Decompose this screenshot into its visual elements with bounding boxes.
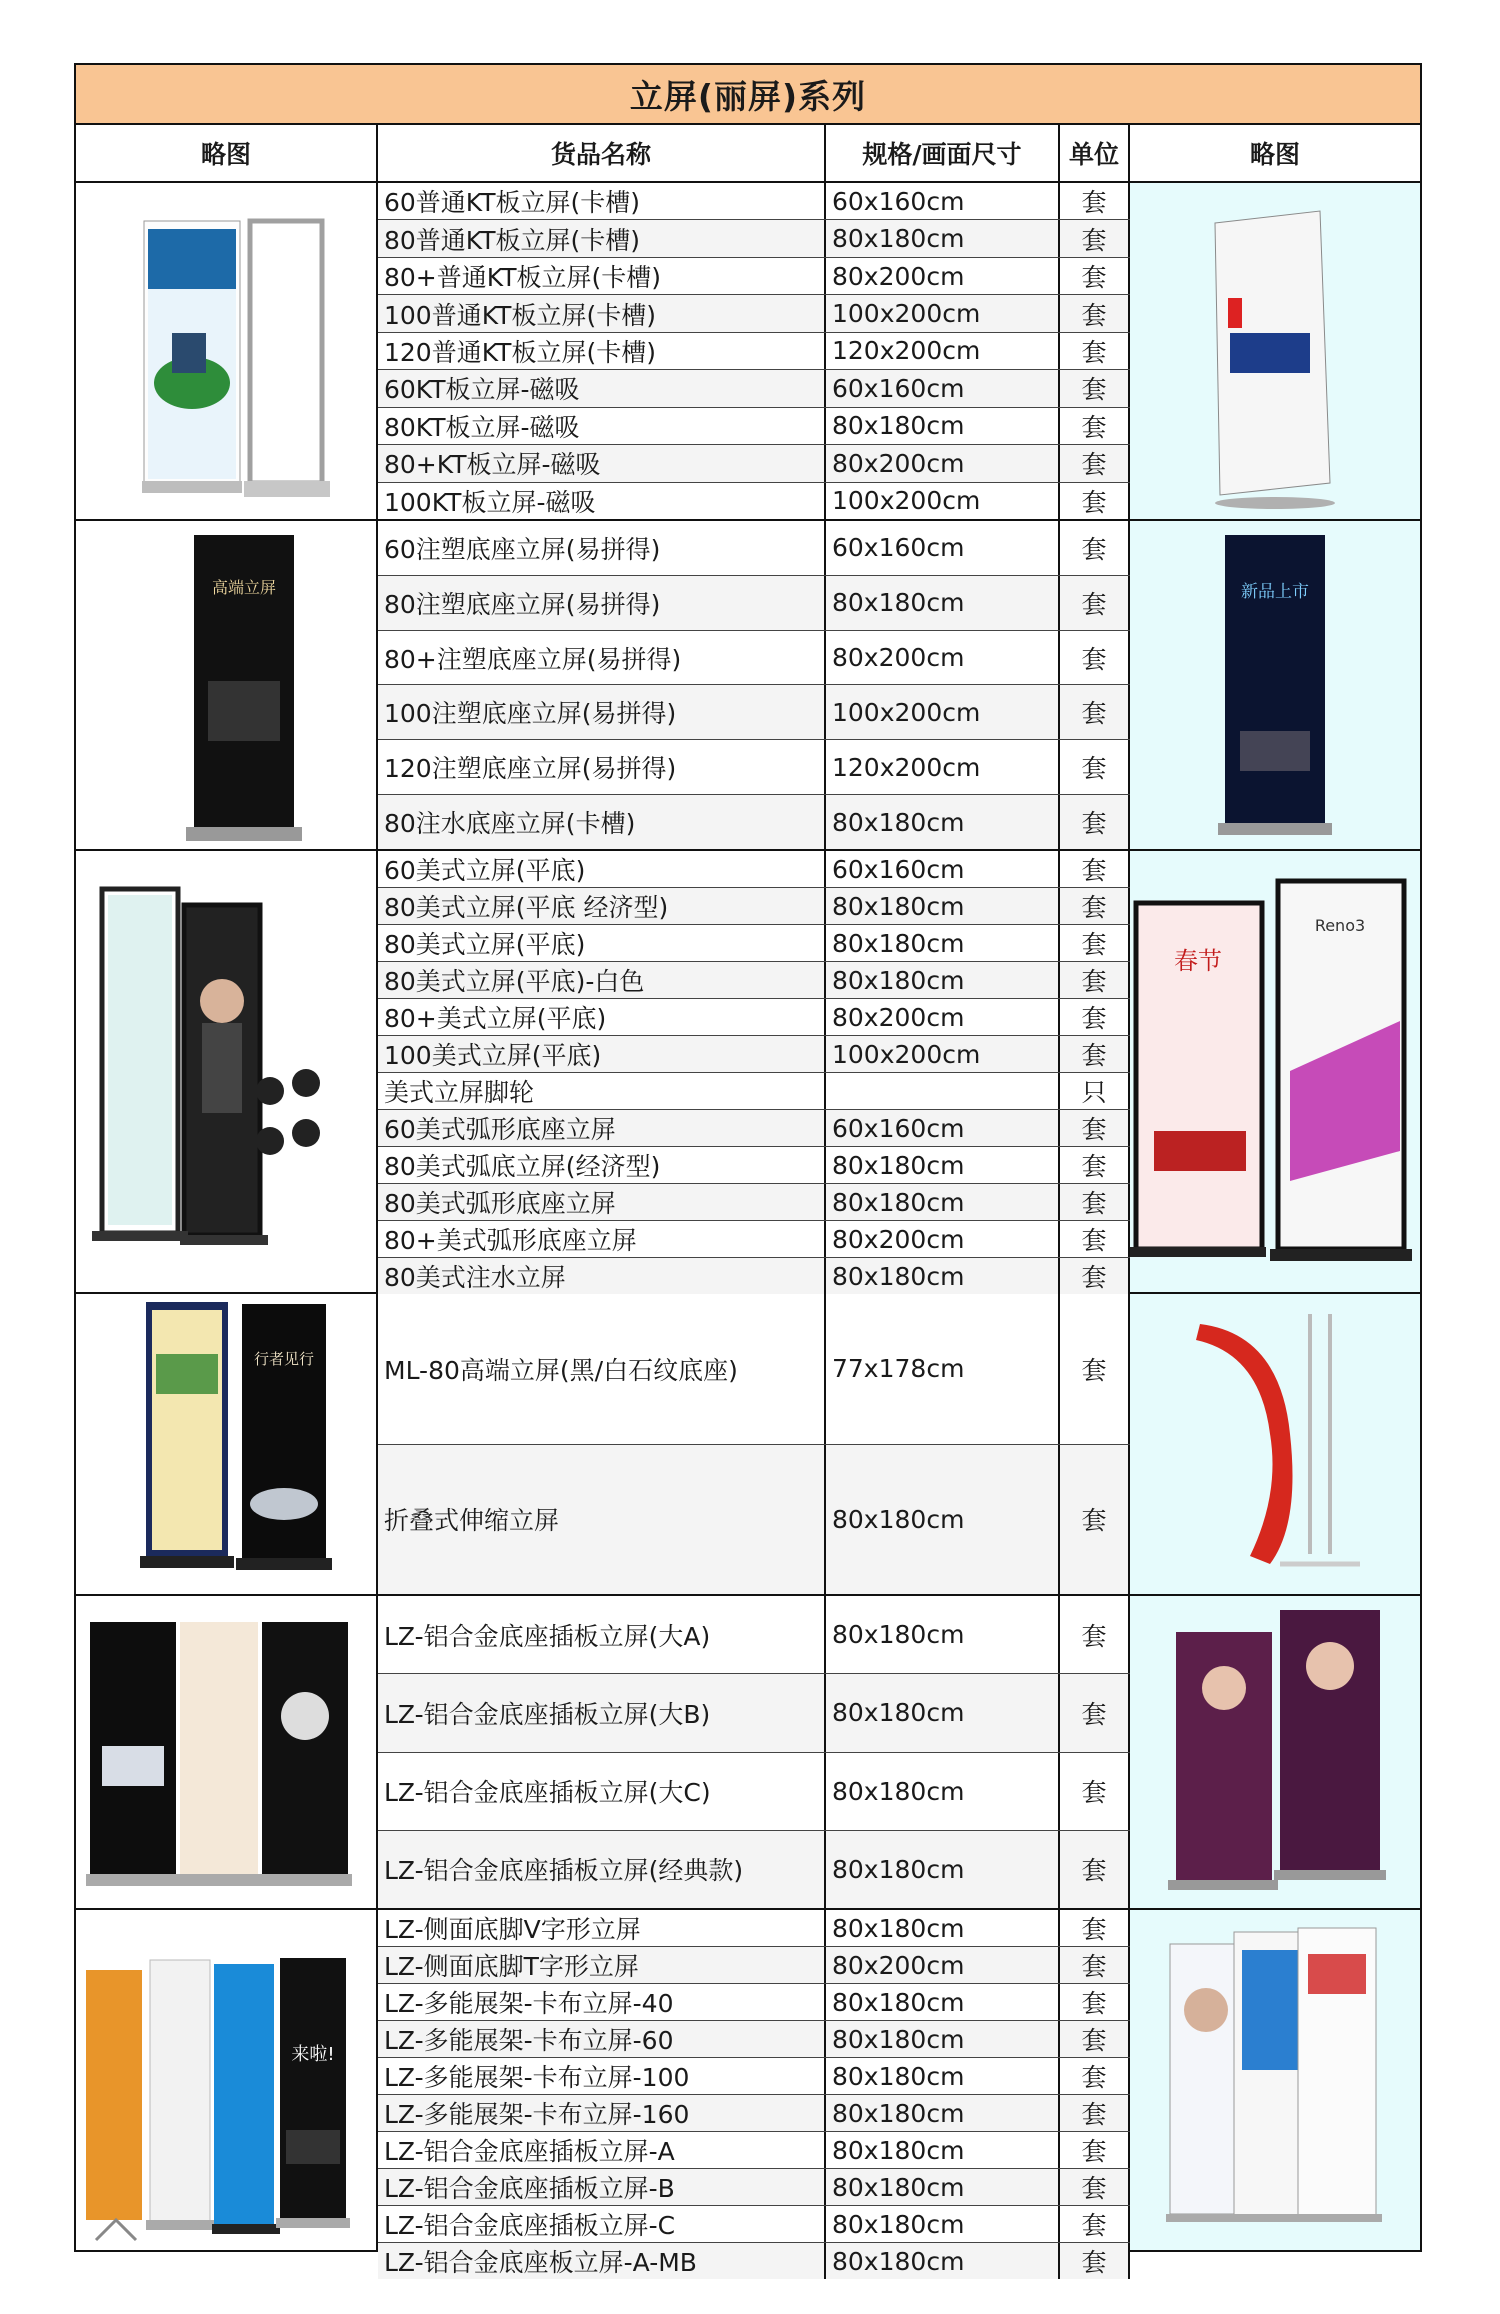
cell-unit: 套 (1060, 1596, 1130, 1673)
table-row (378, 2058, 1130, 2095)
cell-size: 80x180cm (826, 925, 1060, 961)
cell-unit: 套 (1060, 445, 1130, 481)
cell-unit: 套 (1060, 1147, 1130, 1183)
table-row (378, 925, 1130, 962)
cell-name: 60注塑底座立屏(易拼得) (378, 521, 826, 575)
cell-size: 80x180cm (826, 1753, 1060, 1830)
table-row (378, 408, 1130, 445)
cell-size: 60x160cm (826, 521, 1060, 575)
cell-size: 80x180cm (826, 576, 1060, 630)
cell-unit: 套 (1060, 1947, 1130, 1983)
cell-size: 80x200cm (826, 445, 1060, 481)
cell-unit: 套 (1060, 408, 1130, 444)
cell-name: 80+普通KT板立屏(卡槽) (378, 258, 826, 294)
table-row (378, 1947, 1130, 1984)
thumbnail-left (76, 1294, 378, 1594)
cell-unit: 套 (1060, 2058, 1130, 2094)
cell-size: 80x180cm (826, 1445, 1060, 1595)
cell-unit: 套 (1060, 2206, 1130, 2242)
cell-name: 80美式立屏(平底)-白色 (378, 962, 826, 998)
thumbnail-right (1130, 851, 1420, 1292)
cell-name: 60KT板立屏-磁吸 (378, 370, 826, 406)
cell-unit: 套 (1060, 962, 1130, 998)
cell-unit: 套 (1060, 1258, 1130, 1294)
rows-group-2 (378, 521, 1130, 849)
cell-size (826, 1073, 1060, 1109)
cell-unit: 套 (1060, 1110, 1130, 1146)
cell-unit: 套 (1060, 1445, 1130, 1595)
cell-size: 100x200cm (826, 295, 1060, 331)
table-row (378, 2243, 1130, 2279)
cell-name: 80+注塑底座立屏(易拼得) (378, 631, 826, 685)
cell-unit: 套 (1060, 2021, 1130, 2057)
cell-size: 77x178cm (826, 1294, 1060, 1444)
table-row (378, 851, 1130, 888)
product-group-ml-80 (74, 1292, 1422, 1594)
cell-unit: 套 (1060, 1294, 1130, 1444)
table-row (378, 258, 1130, 295)
cell-size: 60x160cm (826, 851, 1060, 887)
cell-unit: 套 (1060, 1221, 1130, 1257)
cell-name: 80+美式立屏(平底) (378, 999, 826, 1035)
header-pic-left: 略图 (76, 125, 378, 181)
cell-unit: 套 (1060, 1184, 1130, 1220)
cell-unit: 套 (1060, 521, 1130, 575)
cell-name: 折叠式伸缩立屏 (378, 1445, 826, 1595)
table-row (378, 1073, 1130, 1110)
header-pic-right: 略图 (1249, 140, 1300, 169)
cell-name: 80+美式弧形底座立屏 (378, 1221, 826, 1257)
poster-headline: 新品上市 (1241, 582, 1309, 602)
cell-unit: 套 (1060, 2132, 1130, 2168)
cell-unit: 套 (1060, 483, 1130, 519)
header-unit: 单位 (1060, 125, 1130, 181)
product-group-american (74, 849, 1422, 1292)
cell-name: LZ-铝合金底座插板立屏-A (378, 2132, 826, 2168)
product-table (74, 63, 1422, 2277)
cell-name: 100普通KT板立屏(卡槽) (378, 295, 826, 331)
table-row (378, 1753, 1130, 1831)
table-row (378, 1674, 1130, 1752)
cell-size: 60x160cm (826, 1110, 1060, 1146)
thumbnail-left (76, 521, 378, 849)
table-row (378, 1445, 1130, 1595)
cell-name: LZ-铝合金底座插板立屏(经典款) (378, 1831, 826, 1908)
rows-group-6 (378, 1910, 1130, 2277)
table-row (378, 2132, 1130, 2169)
table-row (378, 1036, 1130, 1073)
rows-group-4 (378, 1294, 1130, 1594)
thumbnail-left (76, 1596, 378, 1908)
cell-name: 120注塑底座立屏(易拼得) (378, 740, 826, 794)
cell-size: 100x200cm (826, 685, 1060, 739)
table-row (378, 740, 1130, 795)
cell-unit: 套 (1060, 1831, 1130, 1908)
cell-size: 80x200cm (826, 1947, 1060, 1983)
cell-size: 80x180cm (826, 2095, 1060, 2131)
cell-unit: 套 (1060, 220, 1130, 256)
cell-unit: 套 (1060, 576, 1130, 630)
cell-size: 60x160cm (826, 183, 1060, 219)
cell-name: LZ-铝合金底座插板立屏(大C) (378, 1753, 826, 1830)
table-row (378, 2169, 1130, 2206)
cell-unit: 套 (1060, 999, 1130, 1035)
cell-name: 80注水底座立屏(卡槽) (378, 795, 826, 849)
cell-size: 80x180cm (826, 2243, 1060, 2279)
cell-size: 100x200cm (826, 483, 1060, 519)
cell-unit: 套 (1060, 1910, 1130, 1946)
table-row (378, 2021, 1130, 2058)
cell-unit: 套 (1060, 740, 1130, 794)
cell-unit: 套 (1060, 685, 1130, 739)
table-row (378, 962, 1130, 999)
cell-name: 60普通KT板立屏(卡槽) (378, 183, 826, 219)
cell-size: 80x200cm (826, 999, 1060, 1035)
cell-size: 80x180cm (826, 1674, 1060, 1751)
cell-name: 60美式弧形底座立屏 (378, 1110, 826, 1146)
cell-size: 80x200cm (826, 631, 1060, 685)
cell-size: 80x180cm (826, 2206, 1060, 2242)
poster-headline: 春节 (1174, 947, 1222, 975)
product-group-lz-multi (74, 1908, 1422, 2277)
table-row (378, 2206, 1130, 2243)
cell-unit: 套 (1060, 258, 1130, 294)
table-row (378, 1221, 1130, 1258)
poster-headline: 高端立屏 (211, 578, 277, 597)
cell-size: 80x180cm (826, 408, 1060, 444)
cell-size: 100x200cm (826, 1036, 1060, 1072)
cell-name: LZ-铝合金底座插板立屏-B (378, 2169, 826, 2205)
table-row (378, 888, 1130, 925)
thumbnail-left (76, 851, 378, 1292)
table-row (378, 1910, 1130, 1947)
table-row (378, 521, 1130, 576)
cell-size: 80x180cm (826, 1984, 1060, 2020)
cell-size: 80x180cm (826, 1258, 1060, 1294)
table-row (378, 2095, 1130, 2132)
cell-name: LZ-多能展架-卡布立屏-160 (378, 2095, 826, 2131)
cell-size: 80x180cm (826, 1147, 1060, 1183)
table-row (378, 1831, 1130, 1908)
table-row (378, 370, 1130, 407)
cell-name: 80注塑底座立屏(易拼得) (378, 576, 826, 630)
cell-size: 80x180cm (826, 2132, 1060, 2168)
cell-name: LZ-铝合金底座插板立屏-C (378, 2206, 826, 2242)
product-group-lz-aluminum (74, 1594, 1422, 1908)
cell-unit: 套 (1060, 925, 1130, 961)
cell-unit: 套 (1060, 295, 1130, 331)
table-row (378, 1110, 1130, 1147)
rows-group-3 (378, 851, 1130, 1292)
table-row (378, 795, 1130, 849)
cell-unit: 套 (1060, 851, 1130, 887)
cell-size: 80x180cm (826, 1596, 1060, 1673)
cell-name: 美式立屏脚轮 (378, 1073, 826, 1109)
table-row (378, 220, 1130, 257)
cell-name: LZ-侧面底脚V字形立屏 (378, 1910, 826, 1946)
table-row (378, 1147, 1130, 1184)
cell-name: 80美式注水立屏 (378, 1258, 826, 1294)
table-row (378, 999, 1130, 1036)
cell-name: 80普通KT板立屏(卡槽) (378, 220, 826, 256)
cell-unit: 套 (1060, 2095, 1130, 2131)
cell-unit: 套 (1060, 1036, 1130, 1072)
poster-headline: 来啦! (291, 2044, 335, 2065)
cell-unit: 套 (1060, 1984, 1130, 2020)
cell-unit: 套 (1060, 631, 1130, 685)
cell-unit: 套 (1060, 183, 1130, 219)
cell-size: 80x180cm (826, 1184, 1060, 1220)
cell-name: LZ-铝合金底座插板立屏(大A) (378, 1596, 826, 1673)
table-row (378, 576, 1130, 631)
cell-size: 80x180cm (826, 1910, 1060, 1946)
cell-unit: 套 (1060, 370, 1130, 406)
cell-name: LZ-侧面底脚T字形立屏 (378, 1947, 826, 1983)
table-row (378, 1184, 1130, 1221)
cell-unit: 只 (1060, 1073, 1130, 1109)
table-row (378, 1258, 1130, 1294)
cell-name: 80美式弧底立屏(经济型) (378, 1147, 826, 1183)
cell-size: 80x200cm (826, 1221, 1060, 1257)
poster-headline: 行者见行 (253, 1350, 315, 1368)
cell-size: 60x160cm (826, 370, 1060, 406)
cell-name: 100KT板立屏-磁吸 (378, 483, 826, 519)
cell-size: 80x180cm (826, 962, 1060, 998)
table-row (378, 1984, 1130, 2021)
table-row (378, 483, 1130, 519)
cell-unit: 套 (1060, 888, 1130, 924)
cell-name: 80美式弧形底座立屏 (378, 1184, 826, 1220)
cell-name: LZ-多能展架-卡布立屏-60 (378, 2021, 826, 2057)
cell-name: 120普通KT板立屏(卡槽) (378, 333, 826, 369)
product-group-injection-base (74, 519, 1422, 849)
poster-headline-2: Reno3 (1314, 916, 1366, 935)
table-row (378, 295, 1130, 332)
table-row (378, 445, 1130, 482)
cell-size: 80x180cm (826, 2021, 1060, 2057)
cell-name: LZ-铝合金底座插板立屏(大B) (378, 1674, 826, 1751)
cell-name: 80美式立屏(平底) (378, 925, 826, 961)
cell-name: 80美式立屏(平底 经济型) (378, 888, 826, 924)
cell-size: 80x180cm (826, 888, 1060, 924)
cell-unit: 套 (1060, 333, 1130, 369)
cell-unit: 套 (1060, 795, 1130, 849)
cell-name: ML-80高端立屏(黑/白石纹底座) (378, 1294, 826, 1444)
thumbnail-right (1130, 1596, 1420, 1908)
cell-size: 80x180cm (826, 220, 1060, 256)
table-row (378, 1596, 1130, 1674)
thumbnail-right (1130, 521, 1420, 849)
cell-size: 120x200cm (826, 740, 1060, 794)
cell-unit: 套 (1060, 2169, 1130, 2205)
cell-name: LZ-多能展架-卡布立屏-100 (378, 2058, 826, 2094)
thumbnail-right (1130, 183, 1420, 519)
header-name: 货品名称 (378, 125, 826, 181)
table-row (378, 685, 1130, 740)
cell-unit: 套 (1060, 1753, 1130, 1830)
cell-size: 80x180cm (826, 795, 1060, 849)
rows-group-1 (378, 183, 1130, 519)
table-row (378, 1294, 1130, 1445)
cell-size: 80x200cm (826, 258, 1060, 294)
cell-unit: 套 (1060, 1674, 1130, 1751)
table-row (378, 183, 1130, 220)
cell-name: 80+KT板立屏-磁吸 (378, 445, 826, 481)
cell-size: 80x180cm (826, 1831, 1060, 1908)
thumbnail-left (76, 1910, 378, 2250)
cell-size: 80x180cm (826, 2169, 1060, 2205)
thumbnail-right (1130, 1910, 1420, 2250)
table-row (378, 333, 1130, 370)
table-row (378, 631, 1130, 686)
header-size: 规格/画面尺寸 (826, 125, 1060, 181)
rows-group-5 (378, 1596, 1130, 1908)
table-title: 立屏(丽屏)系列 (74, 63, 1422, 123)
product-group-kt-board (74, 181, 1422, 519)
cell-size: 80x180cm (826, 2058, 1060, 2094)
thumbnail-right (1130, 1294, 1420, 1594)
cell-name: 60美式立屏(平底) (378, 851, 826, 887)
thumbnail-left (76, 183, 378, 519)
cell-name: LZ-铝合金底座板立屏-A-MB (378, 2243, 826, 2279)
cell-name: 100美式立屏(平底) (378, 1036, 826, 1072)
cell-size: 120x200cm (826, 333, 1060, 369)
table-header (74, 123, 1422, 181)
cell-name: LZ-多能展架-卡布立屏-40 (378, 1984, 826, 2020)
cell-unit: 套 (1060, 2243, 1130, 2279)
cell-name: 80KT板立屏-磁吸 (378, 408, 826, 444)
cell-name: 100注塑底座立屏(易拼得) (378, 685, 826, 739)
